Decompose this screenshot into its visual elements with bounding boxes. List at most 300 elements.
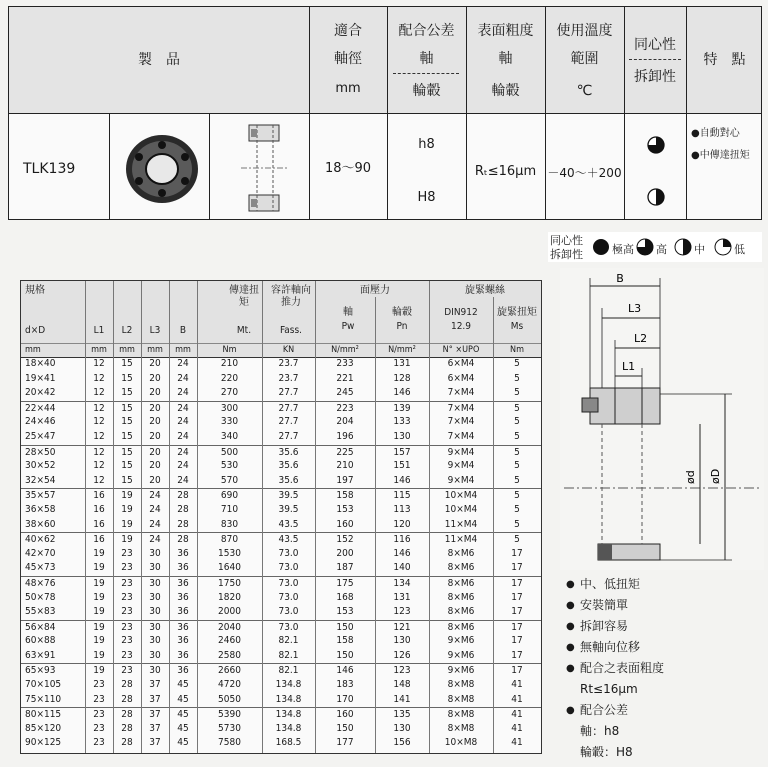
spec-cell: 16 (93, 534, 105, 546)
spec-cell: 45 (177, 737, 189, 749)
feature-item: ● 中、低扭矩 (566, 574, 756, 595)
spec-cell: 30 (149, 649, 161, 661)
spec-cell: 2660 (218, 665, 241, 677)
spec-cell: 8×M6 (447, 562, 475, 574)
spec-cell: 65×93 (25, 665, 56, 677)
spec-cell: 2460 (218, 635, 241, 647)
spec-cell: 5 (514, 503, 520, 515)
spec-cell: 11×M4 (444, 534, 478, 546)
spec-row (21, 591, 541, 606)
spec-cell: 23 (121, 591, 133, 603)
spec-cell: 19 (93, 562, 105, 574)
feature-item: ● 配合之表面粗度 (566, 658, 756, 679)
spec-cell: 23 (121, 665, 133, 677)
spec-cell: 168.5 (275, 737, 302, 749)
spec-cell: 7×M4 (447, 416, 475, 428)
spec-cell: 141 (393, 693, 411, 705)
spec-cell: 48×76 (25, 577, 56, 589)
spec-cell: 20 (149, 474, 161, 486)
spec-cell: 19 (93, 577, 105, 589)
spec-row (21, 474, 541, 489)
hdr-pn-2: Pn (396, 321, 408, 332)
spec-cell: 36 (177, 649, 189, 661)
spec-cell: 150 (336, 649, 354, 661)
spec-cell: 28 (177, 490, 189, 502)
spec-cell: 5 (514, 430, 520, 442)
hdr-pn-1: 輪轂 (392, 307, 412, 318)
spec-cell: 130 (393, 635, 411, 647)
spec-cell: 36 (177, 621, 189, 633)
spec-row (21, 605, 541, 620)
hdr-pw-1: 軸 (343, 307, 353, 318)
spec-cell: 146 (393, 547, 411, 559)
spec-cell: 15 (121, 358, 133, 369)
header-temp-2: 範圍 (570, 51, 599, 67)
spec-cell: 28 (177, 534, 189, 546)
spec-cell: 8×M6 (447, 547, 475, 559)
spec-row (21, 503, 541, 518)
spec-cell: 28 (121, 693, 133, 705)
spec-cell: 146 (393, 387, 411, 399)
spec-cell: 23 (121, 577, 133, 589)
spec-cell: 36 (177, 547, 189, 559)
spec-cell: 27.7 (278, 402, 299, 414)
spec-cell: 24 (177, 387, 189, 399)
spec-cell: 20×42 (25, 387, 56, 399)
product-summary-table (8, 6, 762, 220)
spec-cell: 85×120 (25, 722, 62, 734)
spec-cell: 2040 (218, 621, 241, 633)
unit-cell: Nm (510, 345, 524, 355)
spec-cell: 30 (149, 577, 161, 589)
spec-cell: 55×83 (25, 606, 56, 618)
unit-cell: mm (119, 345, 135, 355)
spec-cell: 30 (149, 562, 161, 574)
spec-cell: 7×M4 (447, 402, 475, 414)
feature-item: ● 拆卸容易 (566, 616, 756, 637)
hdr-torque: 傳達扭矩 (229, 285, 259, 308)
spec-cell: 16 (93, 518, 105, 530)
spec-cell: 130 (393, 722, 411, 734)
spec-cell: 28 (121, 722, 133, 734)
spec-cell: 245 (336, 387, 354, 399)
spec-cell: 70×105 (25, 679, 62, 691)
spec-cell: 37 (149, 709, 161, 721)
spec-cell: 28 (177, 503, 189, 515)
spec-cell: 36 (177, 665, 189, 677)
spec-cell: 17 (511, 621, 523, 633)
spec-cell: 15 (121, 460, 133, 472)
spec-cell: 17 (511, 577, 523, 589)
feature-item-value: 輪轂：H8 (580, 745, 633, 759)
unit-cell: mm (91, 345, 107, 355)
spec-cell: 23 (93, 709, 105, 721)
model-name: TLK139 (23, 161, 76, 177)
spec-cell: 10×M4 (444, 490, 478, 502)
spec-cell: 152 (336, 534, 354, 546)
spec-cell: 134.8 (275, 709, 302, 721)
spec-row (21, 532, 541, 547)
concentricity-high-icon (646, 135, 666, 155)
spec-cell: 17 (511, 665, 523, 677)
spec-cell: 12 (93, 474, 105, 486)
spec-cell: 210 (220, 358, 239, 369)
spec-cell: 37 (149, 693, 161, 705)
spec-cell: 9×M6 (447, 665, 475, 677)
spec-cell: 28 (121, 709, 133, 721)
spec-cell: 23 (93, 737, 105, 749)
spec-row (21, 518, 541, 533)
spec-cell: 15 (121, 416, 133, 428)
spec-cell: 19 (121, 490, 133, 502)
spec-cell: 1530 (218, 547, 241, 559)
spec-cell: 123 (393, 606, 411, 618)
spec-row (21, 386, 541, 401)
spec-table-body (21, 357, 541, 751)
spec-cell: 63×91 (25, 649, 56, 661)
spec-row (21, 488, 541, 503)
spec-cell: 35.6 (278, 460, 299, 472)
spec-cell: 15 (121, 474, 133, 486)
spec-cell: 12 (93, 430, 105, 442)
feature-item: ● 無軸向位移 (566, 637, 756, 658)
hdr-ms-1: 旋緊扭矩 (497, 307, 537, 318)
spec-cell: 73.0 (278, 562, 299, 574)
feature-point-1: ●自動對心 (691, 128, 740, 139)
spec-row (21, 415, 541, 430)
spec-cell: 160 (336, 518, 354, 530)
spec-cell: 45 (177, 679, 189, 691)
spec-cell: 24 (149, 503, 161, 515)
spec-cell: 160 (336, 709, 354, 721)
spec-cell: 82.1 (278, 649, 299, 661)
spec-cell: 73.0 (278, 591, 299, 603)
hdr-axial: 容許軸向推力 (271, 285, 311, 308)
spec-cell: 139 (393, 402, 411, 414)
unit-cell: mm (175, 345, 191, 355)
spec-cell: 15 (121, 387, 133, 399)
spec-row (21, 620, 541, 635)
spec-cell: 690 (220, 490, 239, 502)
temperature-range: －40～＋200 (547, 166, 622, 180)
spec-cell: 158 (336, 635, 354, 647)
spec-cell: 15 (121, 446, 133, 458)
spec-cell: 60×88 (25, 635, 56, 647)
hdr-l2: L2 (121, 325, 133, 336)
spec-cell: 158 (336, 490, 354, 502)
spec-cell: 73.0 (278, 577, 299, 589)
spec-cell: 177 (336, 737, 354, 749)
spec-cell: 24 (177, 460, 189, 472)
spec-cell: 23 (121, 547, 133, 559)
spec-cell: 24 (177, 416, 189, 428)
legend-medium: 中 (694, 243, 705, 256)
spec-cell: 5 (514, 372, 520, 384)
spec-cell: 2000 (218, 606, 241, 618)
legend-very-high-icon (592, 238, 610, 256)
legend-low-icon (714, 238, 732, 256)
legend-label-disassembly: 拆卸性 (550, 248, 583, 261)
disassembly-medium-icon (646, 187, 666, 207)
spec-cell: 24 (177, 446, 189, 458)
product-photo (119, 121, 205, 213)
spec-cell: 187 (336, 562, 354, 574)
header-disassembly: 拆卸性 (634, 69, 676, 85)
spec-cell: 7×M4 (447, 387, 475, 399)
feature-point-2: ●中傳達扭矩 (691, 150, 750, 161)
legend-high-icon (636, 238, 654, 256)
spec-cell: 23 (121, 649, 133, 661)
spec-cell: 1640 (218, 562, 241, 574)
spec-cell: 56×84 (25, 621, 56, 633)
spec-cell: 131 (393, 591, 411, 603)
spec-cell: 8×M8 (447, 709, 475, 721)
spec-table-header (21, 281, 541, 358)
dim-d-label: ød (684, 470, 697, 484)
unit-cell: mm (25, 345, 41, 355)
hdr-dxd: d×D (25, 325, 46, 336)
spec-cell: 5 (514, 460, 520, 472)
spec-row (21, 430, 541, 445)
spec-cell: 17 (511, 562, 523, 574)
spec-cell: 6×M4 (447, 358, 475, 369)
spec-cell: 830 (220, 518, 239, 530)
spec-cell: 12 (93, 387, 105, 399)
spec-cell: 24 (149, 534, 161, 546)
spec-cell: 43.5 (278, 534, 299, 546)
spec-cell: 23 (93, 722, 105, 734)
spec-cell: 24 (149, 518, 161, 530)
unit-cell: mm (147, 345, 163, 355)
spec-cell: 153 (336, 606, 354, 618)
spec-cell: 11×M4 (444, 518, 478, 530)
spec-cell: 40×62 (25, 534, 56, 546)
spec-cell: 41 (511, 709, 523, 721)
spec-cell: 20 (149, 430, 161, 442)
spec-cell: 204 (336, 416, 354, 428)
spec-cell: 36 (177, 577, 189, 589)
spec-cell: 8×M8 (447, 693, 475, 705)
spec-cell: 36 (177, 606, 189, 618)
spec-cell: 30×52 (25, 460, 56, 472)
spec-cell: 19 (93, 547, 105, 559)
spec-cell: 37 (149, 722, 161, 734)
spec-cell: 8×M6 (447, 591, 475, 603)
spec-cell: 7580 (218, 737, 241, 749)
spec-cell: 10×M4 (444, 503, 478, 515)
unit-cell: N/mm² (331, 345, 359, 355)
spec-cell: 710 (220, 503, 239, 515)
spec-cell: 570 (220, 474, 239, 486)
spec-cell: 2580 (218, 649, 241, 661)
spec-cell: 23.7 (278, 358, 299, 369)
spec-cell: 9×M4 (447, 446, 475, 458)
spec-cell: 19 (93, 635, 105, 647)
spec-cell: 157 (393, 446, 411, 458)
hdr-pw-2: Pw (341, 321, 355, 332)
spec-cell: 24 (177, 402, 189, 414)
spec-cell: 19 (93, 649, 105, 661)
spec-cell: 17 (511, 591, 523, 603)
spec-cell: 37 (149, 679, 161, 691)
hdr-spec: 規格 (25, 285, 45, 296)
spec-cell: 5 (514, 387, 520, 399)
spec-cell: 24 (177, 430, 189, 442)
spec-cell: 43.5 (278, 518, 299, 530)
spec-cell: 1820 (218, 591, 241, 603)
spec-cell: 134.8 (275, 722, 302, 734)
spec-cell: 24 (177, 372, 189, 384)
spec-cell: 12 (93, 446, 105, 458)
spec-cell: 27.7 (278, 387, 299, 399)
spec-cell: 30 (149, 665, 161, 677)
spec-cell: 20 (149, 402, 161, 414)
spec-cell: 1750 (218, 577, 241, 589)
header-shaft-3: mm (335, 81, 361, 96)
spec-cell: 9×M6 (447, 635, 475, 647)
spec-cell: 5 (514, 402, 520, 414)
spec-cell: 24×46 (25, 416, 56, 428)
spec-cell: 36 (177, 591, 189, 603)
spec-cell: 340 (220, 430, 239, 442)
header-tol-3: 輪轂 (412, 83, 441, 99)
spec-row (21, 678, 541, 693)
spec-cell: 19 (121, 503, 133, 515)
hdr-mt: Mt. (236, 325, 252, 336)
spec-cell: 90×125 (25, 737, 62, 749)
spec-cell: 140 (393, 562, 411, 574)
header-rough-3: 輪轂 (491, 83, 520, 99)
spec-cell: 135 (393, 709, 411, 721)
spec-cell: 121 (393, 621, 411, 633)
hdr-ms-2: Ms (510, 321, 524, 332)
spec-cell: 42×70 (25, 547, 56, 559)
spec-cell: 225 (336, 446, 354, 458)
spec-cell: 210 (336, 460, 354, 472)
spec-row (21, 459, 541, 474)
spec-cell: 221 (336, 372, 354, 384)
header-features: 特 點 (703, 52, 746, 68)
spec-cell: 8×M6 (447, 606, 475, 618)
spec-cell: 24 (149, 490, 161, 502)
spec-cell: 530 (220, 460, 239, 472)
spec-cell: 20 (149, 416, 161, 428)
spec-cell: 130 (393, 430, 411, 442)
header-temp-3: ℃ (576, 83, 593, 99)
spec-cell: 196 (336, 430, 354, 442)
spec-cell: 6×M4 (447, 372, 475, 384)
spec-cell: 45 (177, 709, 189, 721)
spec-cell: 12 (93, 372, 105, 384)
spec-cell: 41 (511, 722, 523, 734)
spec-row (21, 693, 541, 708)
spec-cell: 30 (149, 621, 161, 633)
unit-cell: KN (282, 345, 295, 355)
spec-cell: 41 (511, 693, 523, 705)
spec-cell: 870 (220, 534, 239, 546)
header-concentricity: 同心性 (634, 37, 676, 53)
spec-cell: 233 (336, 358, 354, 369)
spec-cell: 12 (93, 402, 105, 414)
spec-cell: 15 (121, 402, 133, 414)
spec-cell: 80×115 (25, 709, 62, 721)
spec-cell: 5 (514, 490, 520, 502)
feature-item-value: 軸：h8 (580, 724, 620, 738)
spec-cell: 170 (336, 693, 354, 705)
spec-cell: 19 (93, 591, 105, 603)
spec-cell: 175 (336, 577, 354, 589)
feature-item: ● 安裝簡單 (566, 595, 756, 616)
spec-cell: 5 (514, 358, 520, 369)
legend-medium-icon (674, 238, 692, 256)
spec-cell: 200 (336, 547, 354, 559)
spec-cell: 24 (177, 358, 189, 369)
spec-cell: 20 (149, 358, 161, 369)
spec-cell: 82.1 (278, 635, 299, 647)
spec-cell: 20 (149, 372, 161, 384)
spec-cell: 30 (149, 591, 161, 603)
spec-cell: 50×78 (25, 591, 56, 603)
spec-cell: 148 (393, 679, 411, 691)
header-rough-2: 軸 (498, 51, 513, 67)
spec-cell: 19 (93, 621, 105, 633)
hdr-b: B (179, 325, 187, 336)
dim-D-label: øD (709, 468, 722, 484)
spec-cell: 41 (511, 679, 523, 691)
spec-row (21, 547, 541, 562)
spec-cell: 19 (93, 606, 105, 618)
spec-cell: 151 (393, 460, 411, 472)
spec-cell: 82.1 (278, 665, 299, 677)
spec-cell: 36×58 (25, 503, 56, 515)
spec-cell: 150 (336, 621, 354, 633)
spec-cell: 16 (93, 490, 105, 502)
spec-cell: 17 (511, 606, 523, 618)
spec-cell: 17 (511, 547, 523, 559)
spec-cell: 22×44 (25, 402, 56, 414)
spec-cell: 39.5 (278, 490, 299, 502)
spec-cell: 220 (220, 372, 239, 384)
hdr-l1: L1 (93, 325, 105, 336)
header-product: 製 品 (138, 52, 180, 68)
legend-high: 高 (656, 243, 667, 256)
tol-hub: H8 (417, 190, 436, 205)
spec-cell: 134.8 (275, 693, 302, 705)
spec-cell: 5 (514, 416, 520, 428)
spec-cell: 35.6 (278, 474, 299, 486)
spec-cell: 120 (393, 518, 411, 530)
spec-cell: 41 (511, 737, 523, 749)
spec-cell: 45 (177, 693, 189, 705)
spec-cell: 9×M4 (447, 460, 475, 472)
spec-row (21, 722, 541, 737)
spec-cell: 20 (149, 460, 161, 472)
spec-cell: 35.6 (278, 446, 299, 458)
spec-cell: 39.5 (278, 503, 299, 515)
feature-list (566, 574, 756, 763)
spec-row (21, 736, 541, 751)
spec-cell: 36 (177, 635, 189, 647)
spec-cell: 168 (336, 591, 354, 603)
spec-cell: 8×M8 (447, 679, 475, 691)
spec-cell: 19 (121, 518, 133, 530)
roughness-value: Rₜ≤16μm (474, 164, 537, 179)
spec-cell: 8×M6 (447, 577, 475, 589)
spec-cell: 5050 (218, 693, 241, 705)
spec-cell: 30 (149, 635, 161, 647)
header-tol-1: 配合公差 (398, 23, 455, 39)
legend-label-concentricity: 同心性 (550, 234, 583, 247)
